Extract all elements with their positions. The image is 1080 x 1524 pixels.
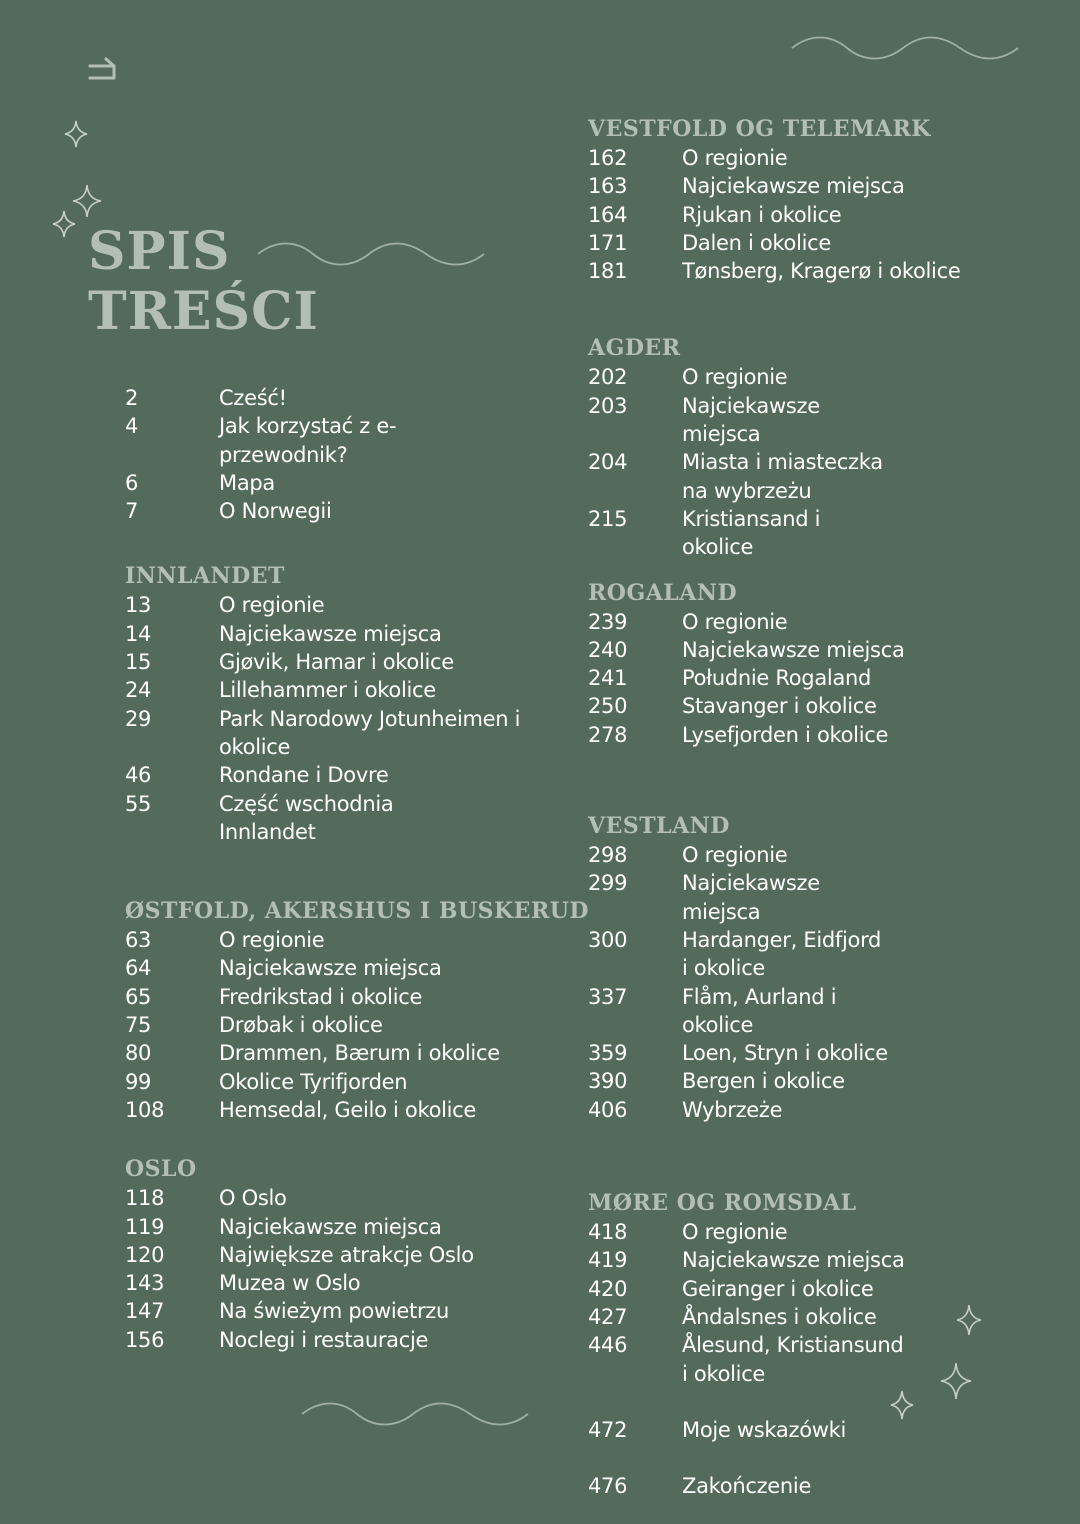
- toc-section-agder: [588, 333, 888, 561]
- toc-entry-label: O Oslo: [219, 1186, 287, 1211]
- toc-section-innlandet: [125, 561, 525, 846]
- toc-intro: [125, 384, 425, 525]
- toc-entry[interactable]: [588, 1472, 1058, 1500]
- toc-entry-label: Ålesund, Kristiansund i okolice: [682, 1333, 904, 1386]
- toc-page-number: 359: [588, 1041, 628, 1066]
- toc-entry-label: Najciekawsze miejsca: [219, 1214, 442, 1239]
- toc-entry[interactable]: [125, 1096, 565, 1124]
- toc-page-number: 476: [588, 1474, 628, 1499]
- toc-page-number: 418: [588, 1220, 628, 1245]
- toc-entry[interactable]: [125, 790, 445, 847]
- toc-entry-label: Najciekawsze miejsca: [682, 1248, 905, 1273]
- toc-entry[interactable]: [125, 676, 525, 704]
- section-heading: VESTFOLD OG TELEMARK: [588, 116, 931, 142]
- toc-entry[interactable]: [125, 954, 565, 982]
- toc-page-number: 299: [588, 871, 628, 896]
- toc-entry-label: Mapa: [219, 470, 275, 495]
- toc-page-number: 171: [588, 230, 628, 255]
- toc-entry-label: Muzea w Oslo: [219, 1271, 361, 1296]
- toc-entry[interactable]: [125, 1297, 565, 1325]
- toc-entry-label: Wybrzeże: [682, 1097, 783, 1122]
- toc-entry-label: Rjukan i okolice: [682, 202, 842, 227]
- toc-entry-label: Åndalsnes i okolice: [682, 1304, 877, 1329]
- toc-entry[interactable]: [588, 1303, 908, 1331]
- sparkle-icon: [64, 120, 88, 148]
- toc-page-number: 298: [588, 843, 628, 868]
- section-heading: ROGALAND: [588, 579, 738, 606]
- toc-page-number: 202: [588, 365, 628, 390]
- toc-entry[interactable]: [588, 983, 888, 1040]
- toc-entry[interactable]: [125, 1184, 565, 1212]
- toc-entry-label: Lillehammer i okolice: [219, 678, 436, 703]
- toc-section-oslo: [125, 1154, 565, 1354]
- toc-entry[interactable]: [588, 1416, 1058, 1444]
- toc-entry[interactable]: [125, 497, 425, 525]
- toc-entry[interactable]: [588, 1246, 908, 1274]
- toc-page-number: 241: [588, 666, 628, 691]
- toc-entry-label: Lysefjorden i okolice: [682, 722, 889, 747]
- toc-entry-label: O Norwegii: [219, 499, 332, 524]
- toc-entry-label: Drøbak i okolice: [219, 1013, 383, 1038]
- toc-page-number: 7: [125, 499, 139, 524]
- toc-entry[interactable]: [125, 926, 565, 954]
- toc-entry-label: Tønsberg, Kragerø i okolice: [682, 259, 961, 284]
- toc-entry-label: Bergen i okolice: [682, 1069, 845, 1094]
- toc-entry-label: Okolice Tyrifjorden: [219, 1069, 408, 1094]
- toc-entry[interactable]: [588, 1275, 908, 1303]
- toc-page-number: 65: [125, 984, 152, 1009]
- toc-entry-label: Rondane i Dovre: [219, 763, 389, 788]
- page-title: [88, 222, 319, 342]
- toc-entry[interactable]: [588, 869, 888, 926]
- toc-entry-label: Cześć!: [219, 386, 287, 410]
- toc-page-number: 2: [125, 386, 139, 410]
- wave-line: [300, 1400, 530, 1428]
- toc-entry[interactable]: [588, 926, 888, 983]
- toc-page-number: 420: [588, 1276, 628, 1301]
- toc-page-number: 446: [588, 1333, 628, 1358]
- toc-page-number: 427: [588, 1304, 628, 1329]
- toc-page-number: 55: [125, 791, 152, 816]
- toc-entry-label: Zakończenie: [682, 1474, 812, 1499]
- toc-entry-label: Loen, Stryn i okolice: [682, 1041, 888, 1066]
- sparkle-icon: [52, 210, 76, 238]
- toc-entry-label: Park Narodowy Jotunheimen i okolice: [219, 706, 521, 759]
- toc-entry-label: O regionie: [682, 1220, 788, 1245]
- toc-page-number: 24: [125, 678, 152, 703]
- toc-page-number: 156: [125, 1327, 165, 1352]
- toc-entry-label: O regionie: [682, 609, 788, 634]
- toc-entry[interactable]: [588, 721, 1058, 749]
- toc-page-number: 14: [125, 621, 152, 646]
- toc-entry[interactable]: [588, 144, 1058, 172]
- toc-closing: [588, 1416, 1058, 1501]
- toc-page-number: 204: [588, 450, 628, 475]
- toc-entry[interactable]: [125, 1039, 565, 1067]
- toc-page-number: 337: [588, 984, 628, 1009]
- toc-page-number: 300: [588, 927, 628, 952]
- toc-page-number: 46: [125, 763, 152, 788]
- toc-page-number: 250: [588, 694, 628, 719]
- toc-page-number: 13: [125, 593, 152, 618]
- section-heading: INNLANDET: [125, 563, 285, 590]
- toc-section-rogaland: [588, 578, 1058, 749]
- toc-entry[interactable]: [125, 1241, 565, 1269]
- toc-entry[interactable]: [588, 841, 888, 869]
- toc-page-number: 163: [588, 174, 628, 199]
- toc-entry-label: Stavanger i okolice: [682, 694, 877, 719]
- page-title-line-1: SPIS: [88, 221, 231, 282]
- toc-entry[interactable]: [125, 983, 565, 1011]
- toc-entry-label: Dalen i okolice: [682, 230, 832, 255]
- toc-entry[interactable]: [125, 1213, 565, 1241]
- toc-entry-label: Część wschodnia Innlandet: [219, 791, 394, 844]
- toc-entry-label: Miasta i miasteczka na wybrzeżu: [682, 450, 883, 503]
- toc-page-number: 147: [125, 1299, 165, 1324]
- section-heading: VESTLAND: [588, 813, 730, 840]
- toc-entry-label: Jak korzystać z e-przewodnik?: [219, 414, 397, 467]
- toc-entry-label: Najciekawsze miejsca: [219, 621, 442, 646]
- toc-page-number: 203: [588, 393, 628, 418]
- toc-right-column: [588, 114, 1058, 1500]
- toc-page-number: 278: [588, 722, 628, 747]
- toc-entry-label: O regionie: [219, 593, 325, 618]
- toc-entry-label: Fredrikstad i okolice: [219, 984, 423, 1009]
- toc-entry[interactable]: [588, 1096, 888, 1124]
- toc-page-number: 390: [588, 1069, 628, 1094]
- toc-entry-label: Noclegi i restauracje: [219, 1327, 429, 1352]
- toc-entry[interactable]: [125, 620, 525, 648]
- toc-page-number: 120: [125, 1242, 165, 1267]
- toc-entry-label: Na świeżym powietrzu: [219, 1299, 450, 1324]
- toc-page-number: 472: [588, 1417, 628, 1442]
- toc-entry[interactable]: [125, 469, 425, 497]
- toc-page-number: 99: [125, 1069, 152, 1094]
- toc-entry[interactable]: [588, 505, 888, 562]
- sparkle-icon: [72, 184, 102, 218]
- toc-entry-label: Najciekawsze miejsca: [219, 956, 442, 981]
- section-heading: MØRE OG ROMSDAL: [588, 1190, 857, 1217]
- section-heading: ØSTFOLD, AKERSHUS I BUSKERUD: [125, 898, 589, 925]
- toc-entry-label: Drammen, Bærum i okolice: [219, 1041, 500, 1066]
- toc-entry[interactable]: [588, 201, 1058, 229]
- toc-page-number: 164: [588, 202, 628, 227]
- toc-page-number: 240: [588, 637, 628, 662]
- toc-entry-label: Największe atrakcje Oslo: [219, 1242, 474, 1267]
- toc-page-number: 239: [588, 609, 628, 634]
- toc-page-number: 215: [588, 506, 628, 531]
- toc-entry-label: O regionie: [682, 146, 788, 170]
- toc-entry[interactable]: [588, 1039, 888, 1067]
- section-heading: AGDER: [588, 335, 681, 362]
- toc-entry-label: Moje wskazówki: [682, 1417, 847, 1442]
- toc-entry[interactable]: [588, 664, 1058, 692]
- toc-page-number: 181: [588, 259, 628, 284]
- toc-entry[interactable]: [588, 1067, 888, 1095]
- toc-entry[interactable]: [125, 1068, 565, 1096]
- toc-left-column: [125, 384, 589, 1354]
- toc-entry[interactable]: [125, 591, 525, 619]
- section-heading: OSLO: [125, 1156, 197, 1183]
- return-arrow-icon: [84, 50, 124, 90]
- toc-entry[interactable]: [588, 392, 888, 449]
- toc-page-number: 108: [125, 1097, 165, 1122]
- toc-entry-label: Najciekawsze miejsca: [682, 871, 820, 924]
- toc-section-vestland: [588, 811, 888, 1124]
- toc-entry[interactable]: [125, 1011, 565, 1039]
- toc-entry[interactable]: [588, 363, 888, 391]
- toc-page-number: 118: [125, 1186, 165, 1211]
- toc-page-number: 63: [125, 928, 152, 953]
- wave-line: [790, 34, 1020, 62]
- toc-entry[interactable]: [125, 648, 525, 676]
- toc-entry[interactable]: [588, 692, 1058, 720]
- toc-entry-label: Najciekawsze miejsca: [682, 393, 820, 447]
- toc-entry-label: Flåm, Aurland i okolice: [682, 984, 837, 1037]
- toc-entry[interactable]: [125, 1269, 565, 1297]
- toc-page-number: 419: [588, 1248, 628, 1273]
- toc-entry-label: O regionie: [682, 843, 788, 868]
- toc-entry-label: Geiranger i okolice: [682, 1276, 874, 1301]
- toc-page-number: 6: [125, 470, 139, 495]
- toc-page-number: 406: [588, 1097, 628, 1122]
- back-button[interactable]: [84, 50, 124, 90]
- toc-entry[interactable]: [588, 257, 1058, 285]
- toc-entry[interactable]: [125, 1326, 565, 1354]
- toc-entry[interactable]: [588, 1218, 908, 1246]
- toc-entry[interactable]: [588, 229, 1058, 257]
- toc-entry[interactable]: [588, 1331, 908, 1388]
- toc-page-number: 4: [125, 414, 139, 439]
- toc-page-number: 15: [125, 650, 152, 675]
- toc-entry-label: Najciekawsze miejsca: [682, 637, 905, 662]
- toc-page-number: 29: [125, 706, 152, 731]
- toc-page-number: 162: [588, 146, 628, 170]
- toc-section-vestfold: [588, 114, 1058, 285]
- toc-entry[interactable]: [588, 608, 1058, 636]
- toc-entry-label: Kristiansand i okolice: [682, 506, 821, 560]
- page-title-line-2: TREŚCI: [88, 281, 319, 342]
- toc-page-number: 75: [125, 1013, 152, 1038]
- toc-entry[interactable]: [588, 448, 888, 505]
- toc-page-number: 143: [125, 1271, 165, 1296]
- toc-entry-label: Gjøvik, Hamar i okolice: [219, 650, 454, 675]
- toc-entry-label: Hemsedal, Geilo i okolice: [219, 1097, 477, 1122]
- toc-entry-label: Najciekawsze miejsca: [682, 174, 905, 199]
- toc-section-ostfold: [125, 896, 589, 1124]
- toc-entry-label: Południe Rogaland: [682, 666, 872, 691]
- toc-entry[interactable]: [125, 384, 425, 412]
- toc-page-number: 64: [125, 956, 152, 981]
- toc-page-number: 119: [125, 1214, 165, 1239]
- toc-entry[interactable]: [125, 761, 525, 789]
- toc-page-number: 80: [125, 1041, 152, 1066]
- toc-entry-label: Hardanger, Eidfjord i okolice: [682, 927, 882, 981]
- toc-entry-label: O regionie: [219, 928, 325, 953]
- toc-entry[interactable]: [125, 412, 425, 469]
- toc-entry[interactable]: [588, 172, 1058, 200]
- toc-entry-label: O regionie: [682, 365, 788, 390]
- toc-entry[interactable]: [125, 705, 525, 762]
- toc-entry[interactable]: [588, 636, 1058, 664]
- toc-section-more: [588, 1188, 908, 1388]
